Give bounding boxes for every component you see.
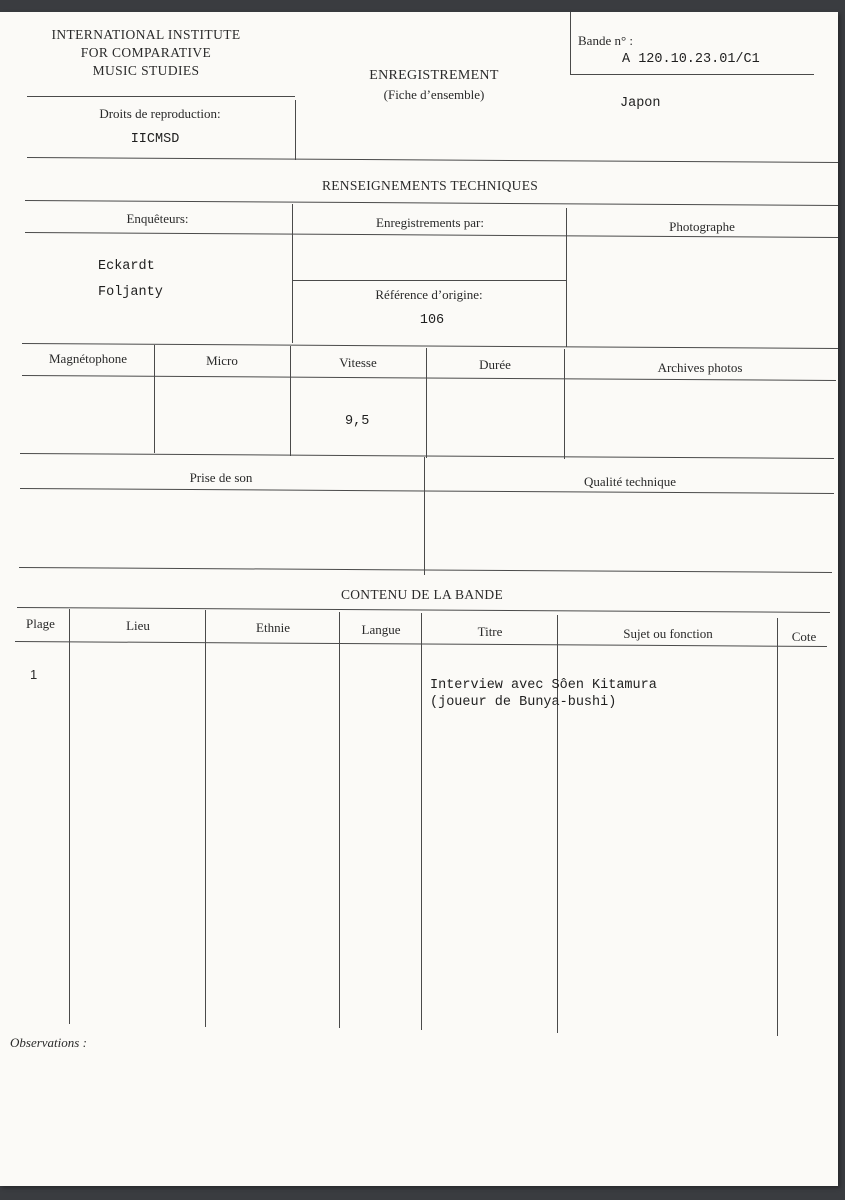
equipment-divider-2 — [290, 346, 291, 456]
rule-origin-ref — [292, 280, 566, 281]
photo-archive-label: Archives photos — [657, 360, 743, 375]
contents-divider-1 — [69, 609, 70, 1024]
rule-under-rights — [27, 157, 838, 163]
tape-box-left-border — [570, 12, 571, 74]
contents-divider-3 — [339, 612, 340, 1028]
investigator-name: Foljanty — [98, 285, 163, 300]
equipment-divider-4 — [564, 349, 565, 459]
column-header-lieu: Lieu — [126, 618, 150, 633]
column-header-langue: Langue — [361, 622, 401, 637]
rule-contents-header-top — [17, 607, 830, 613]
photographer-label: Photographe — [669, 219, 735, 234]
observations-label: Observations : — [10, 1035, 87, 1050]
rule-under-sound-headers — [20, 488, 834, 494]
tape-box-bottom-border — [570, 74, 814, 75]
investigators-label: Enquêteurs: — [126, 211, 189, 226]
contents-divider-2 — [205, 610, 206, 1027]
sound-capture-label: Prise de son — [189, 470, 253, 485]
rule-equipment-top — [22, 343, 838, 349]
sound-divider — [424, 457, 425, 575]
column-header-titre: Titre — [477, 624, 503, 639]
speed-label: Vitesse — [339, 355, 377, 370]
row-title-line: Interview avec Sôen Kitamura — [430, 678, 657, 693]
micro-label: Micro — [206, 353, 238, 368]
rule-technical-top — [25, 200, 838, 206]
rights-value: IICMSD — [130, 132, 180, 147]
recorder-label: Magnétophone — [49, 351, 127, 366]
institute-name: INTERNATIONAL INSTITUTE FOR COMPARATIVE MUSIC STUDIES — [51, 27, 241, 78]
technical-quality-label: Qualité technique — [583, 474, 677, 489]
rights-label: Droits de reproduction: — [99, 106, 221, 121]
form-title: ENREGISTREMENT — [369, 68, 499, 83]
column-header-plage: Plage — [26, 616, 55, 631]
tape-number-value: A 120.10.23.01/C1 — [622, 52, 760, 67]
rights-box-right-border — [295, 100, 296, 160]
duration-label: Durée — [479, 357, 511, 372]
technical-section-title: RENSEIGNEMENTS TECHNIQUES — [321, 178, 539, 193]
origin-reference-label: Référence d’origine: — [375, 287, 483, 302]
recordings-by-label: Enregistrements par: — [376, 215, 484, 230]
column-header-cote: Cote — [791, 629, 817, 644]
country-value: Japon — [620, 96, 661, 111]
equipment-divider-1 — [154, 345, 155, 453]
row-title-line: (joueur de Bunya-bushi) — [430, 695, 617, 710]
origin-reference-value: 106 — [419, 313, 445, 328]
column-header-subject: Sujet ou fonction — [623, 626, 713, 641]
investigator-name: Eckardt — [98, 259, 155, 274]
rule-under-equipment-headers — [22, 375, 836, 381]
rule-under-header — [27, 96, 295, 97]
form-subtitle: (Fiche d’ensemble) — [383, 87, 485, 102]
column-header-ethnie: Ethnie — [256, 620, 290, 635]
contents-section-title: CONTENU DE LA BANDE — [340, 587, 504, 602]
row-plage-number: 1 — [30, 667, 38, 682]
recording-form-page — [0, 12, 838, 1186]
speed-value: 9,5 — [345, 414, 370, 429]
rule-contents-top — [19, 567, 832, 573]
tape-number-label: Bande n° : — [578, 33, 634, 48]
contents-divider-4 — [421, 613, 422, 1030]
contents-divider-6 — [777, 618, 778, 1036]
equipment-divider-3 — [426, 348, 427, 458]
